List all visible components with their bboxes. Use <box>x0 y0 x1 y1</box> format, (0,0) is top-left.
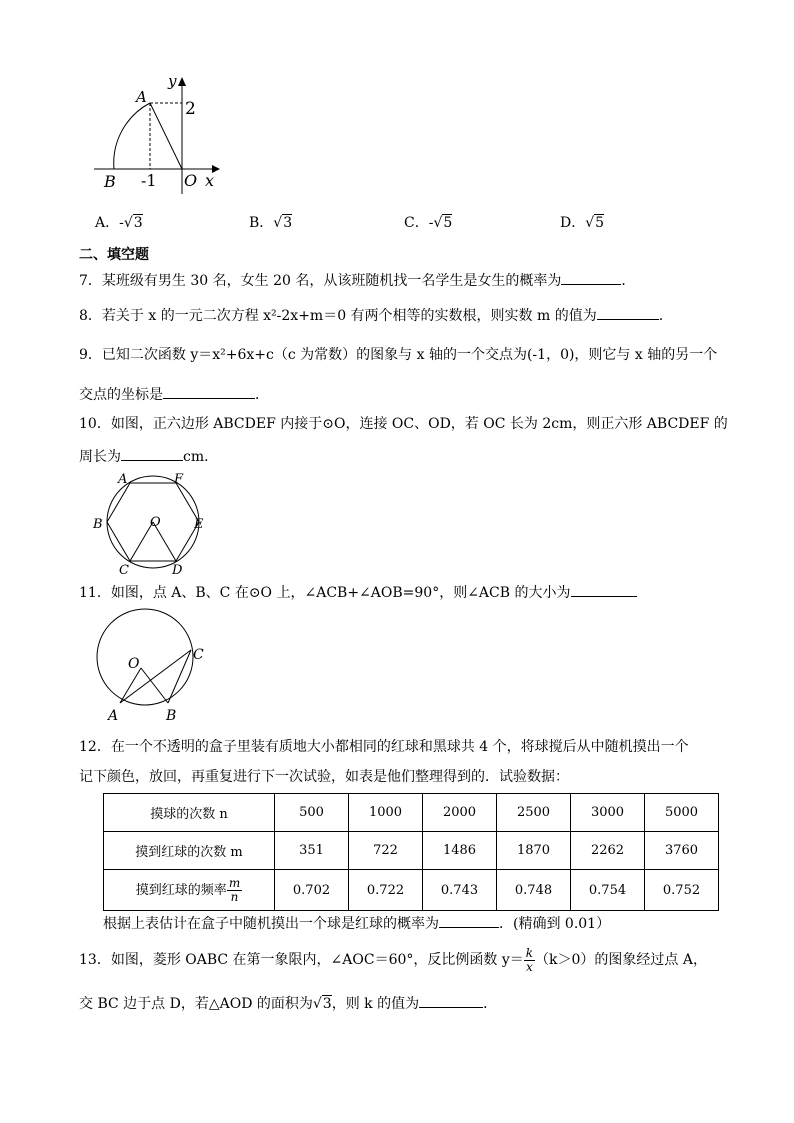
table-cell: 500 <box>275 794 349 832</box>
choice-a[interactable] <box>95 212 143 232</box>
label-y: y <box>168 72 177 90</box>
q13-line1-a: 13．如图，菱形 OABC 在第一象限内，∠AOC＝60°，反比例函数 y＝ <box>79 952 524 968</box>
label-b: B <box>166 708 177 724</box>
choice-d[interactable] <box>560 212 604 232</box>
segment-oa <box>120 668 141 703</box>
q8-text: 8．若关于 x 的一元二次方程 x²-2x+m＝0 有两个相等的实数根，则实数 m 的值为 <box>79 308 597 324</box>
choice-b[interactable] <box>249 212 292 232</box>
q10-end: cm． <box>183 449 219 465</box>
label-b: B <box>104 172 116 191</box>
frac-num: k <box>525 945 534 960</box>
table-cell: 722 <box>349 832 423 870</box>
q12-blank[interactable] <box>439 913 499 928</box>
sqrt-sign: √ <box>312 996 322 1012</box>
question-12-line1 <box>79 737 689 757</box>
table-cell: 1870 <box>497 832 571 870</box>
choice-c[interactable] <box>404 212 452 232</box>
section-title: 二、填空题 <box>79 247 149 263</box>
question-12-after <box>103 913 610 934</box>
table-cell: 3000 <box>571 794 645 832</box>
label-o: O <box>128 656 140 672</box>
label-a: A <box>108 708 119 724</box>
q8-end: . <box>658 308 664 324</box>
choice-d-letter: D． <box>560 215 586 231</box>
sqrt-sign: √ <box>433 215 443 231</box>
table-cell: 2000 <box>423 794 497 832</box>
label-o: O <box>150 515 161 530</box>
segment-ob <box>141 668 168 703</box>
q8-blank[interactable] <box>597 305 659 320</box>
q9-end: ． <box>255 387 269 403</box>
sqrt-sign: √ <box>273 215 283 231</box>
question-8 <box>79 305 663 326</box>
frac-den: n <box>230 889 239 904</box>
q9-line2: 交点的坐标是 <box>79 387 163 403</box>
q12-after: 根据上表估计在盒子中随机摸出一个球是红球的概率为 <box>103 916 439 932</box>
choice-c-radicand: 5 <box>443 215 453 231</box>
table-cell: 351 <box>275 832 349 870</box>
q11-text: 11．如图，点 A、B、C 在⊙O 上，∠ACB+∠AOB=90°，则∠ACB 的大小为 <box>79 585 571 601</box>
frac-num: m <box>228 875 241 890</box>
table-cell: 0.748 <box>497 870 571 911</box>
table-cell: 3760 <box>645 832 719 870</box>
q9-blank[interactable] <box>163 384 255 399</box>
choice-a-letter: A．- <box>95 215 124 231</box>
table-cell: 2500 <box>497 794 571 832</box>
label-b: B <box>93 517 103 532</box>
table-row <box>104 832 719 870</box>
segment-bc <box>168 650 191 703</box>
label-o: O <box>184 171 198 190</box>
choice-b-letter: B． <box>249 215 274 231</box>
q7-blank[interactable] <box>561 270 621 285</box>
table-cell: 0.743 <box>423 870 497 911</box>
label-d: D <box>172 563 183 578</box>
q9-line1: 9．已知二次函数 y＝x²+6x+c（c 为常数）的图象与 x 轴的一个交点为(-1，0)，则它与 x 轴的另一个 <box>79 347 718 363</box>
q10-blank[interactable] <box>121 446 183 461</box>
fraction-m-over-n <box>227 877 242 904</box>
choice-d-radicand: 5 <box>595 215 605 231</box>
row-header: 摸到红球的次数 m <box>104 832 275 870</box>
y-axis-arrow <box>178 77 186 86</box>
label-x: x <box>205 171 215 190</box>
table-cell: 1486 <box>423 832 497 870</box>
q13-line2-b: ，则 k 的值为 <box>331 996 420 1012</box>
q7-end: ． <box>621 273 636 289</box>
row-header: 摸球的次数 n <box>104 794 275 832</box>
choice-a-radicand: 3 <box>133 215 143 231</box>
table-cell: 0.754 <box>571 870 645 911</box>
q7-text: 7．某班级有男生 30 名，女生 20 名，从该班随机找一名学生是女生的概率为 <box>79 273 562 289</box>
question-11 <box>79 582 637 603</box>
table-cell: 0.752 <box>645 870 719 911</box>
q12-after-end: ．(精确到 0.01） <box>499 916 611 932</box>
q10-line1: 10．如图，正六边形 ABCDEF 内接于⊙O，连接 OC、OD，若 OC 长为 2cm，则正六形 ABCDEF 的 <box>79 416 728 432</box>
q12-line1: 12．在一个不透明的盒子里装有质地大小都相同的红球和黑球共 4 个，将球搅后从中随机摸出一个 <box>79 739 689 755</box>
table-row <box>104 870 719 911</box>
question-9-line1 <box>79 345 717 365</box>
table-row <box>104 794 719 832</box>
sqrt-sign: √ <box>123 215 133 231</box>
frac-den: x <box>526 959 533 974</box>
choice-b-radicand: 3 <box>283 215 293 231</box>
question-10-line2 <box>79 446 218 467</box>
label-c: C <box>119 563 129 578</box>
row-header-text: 摸到红球的频率 <box>135 882 227 898</box>
q13-end: ． <box>483 996 498 1012</box>
fraction-k-over-x <box>524 947 535 974</box>
question-9-line2 <box>79 384 269 405</box>
coordinate-figure <box>90 72 230 197</box>
row-header <box>104 870 275 911</box>
q13-radicand: 3 <box>322 996 332 1012</box>
label-a: A <box>118 472 128 487</box>
question-12-line2 <box>79 767 569 787</box>
arc-ba <box>114 103 150 169</box>
sqrt-sign: √ <box>585 215 595 231</box>
data-table <box>103 793 719 911</box>
question-7 <box>79 270 635 291</box>
circle-o <box>97 609 193 705</box>
q13-line1-b: （k＞0）的图象经过点 A， <box>535 952 707 968</box>
q12-line2: 记下颜色，放回，再重复进行下一次试验，如表是他们整理得到的．试验数据： <box>79 769 569 785</box>
question-13-line2 <box>79 993 497 1014</box>
table-cell: 5000 <box>645 794 719 832</box>
question-10-line1 <box>79 414 728 434</box>
table-cell: 1000 <box>349 794 423 832</box>
table-cell: 2262 <box>571 832 645 870</box>
q13-line2-a: 交 BC 边于点 D，若△AOD 的面积为 <box>79 996 313 1012</box>
label-2: 2 <box>185 99 196 119</box>
q11-blank[interactable] <box>571 582 637 597</box>
label-f: F <box>174 472 184 487</box>
label-e: E <box>194 517 204 532</box>
table-cell: 0.722 <box>349 870 423 911</box>
label-c: C <box>193 647 204 663</box>
segment-ao <box>150 103 182 169</box>
choice-c-letter: C．- <box>404 215 434 231</box>
label-a: A <box>136 88 147 106</box>
label-minus1: -1 <box>141 171 157 190</box>
question-13-line1 <box>79 944 707 976</box>
q10-line2: 周长为 <box>79 449 121 465</box>
hexagon-figure <box>90 470 220 580</box>
q13-blank[interactable] <box>419 993 483 1008</box>
circle-figure <box>90 605 220 725</box>
table-cell: 0.702 <box>275 870 349 911</box>
